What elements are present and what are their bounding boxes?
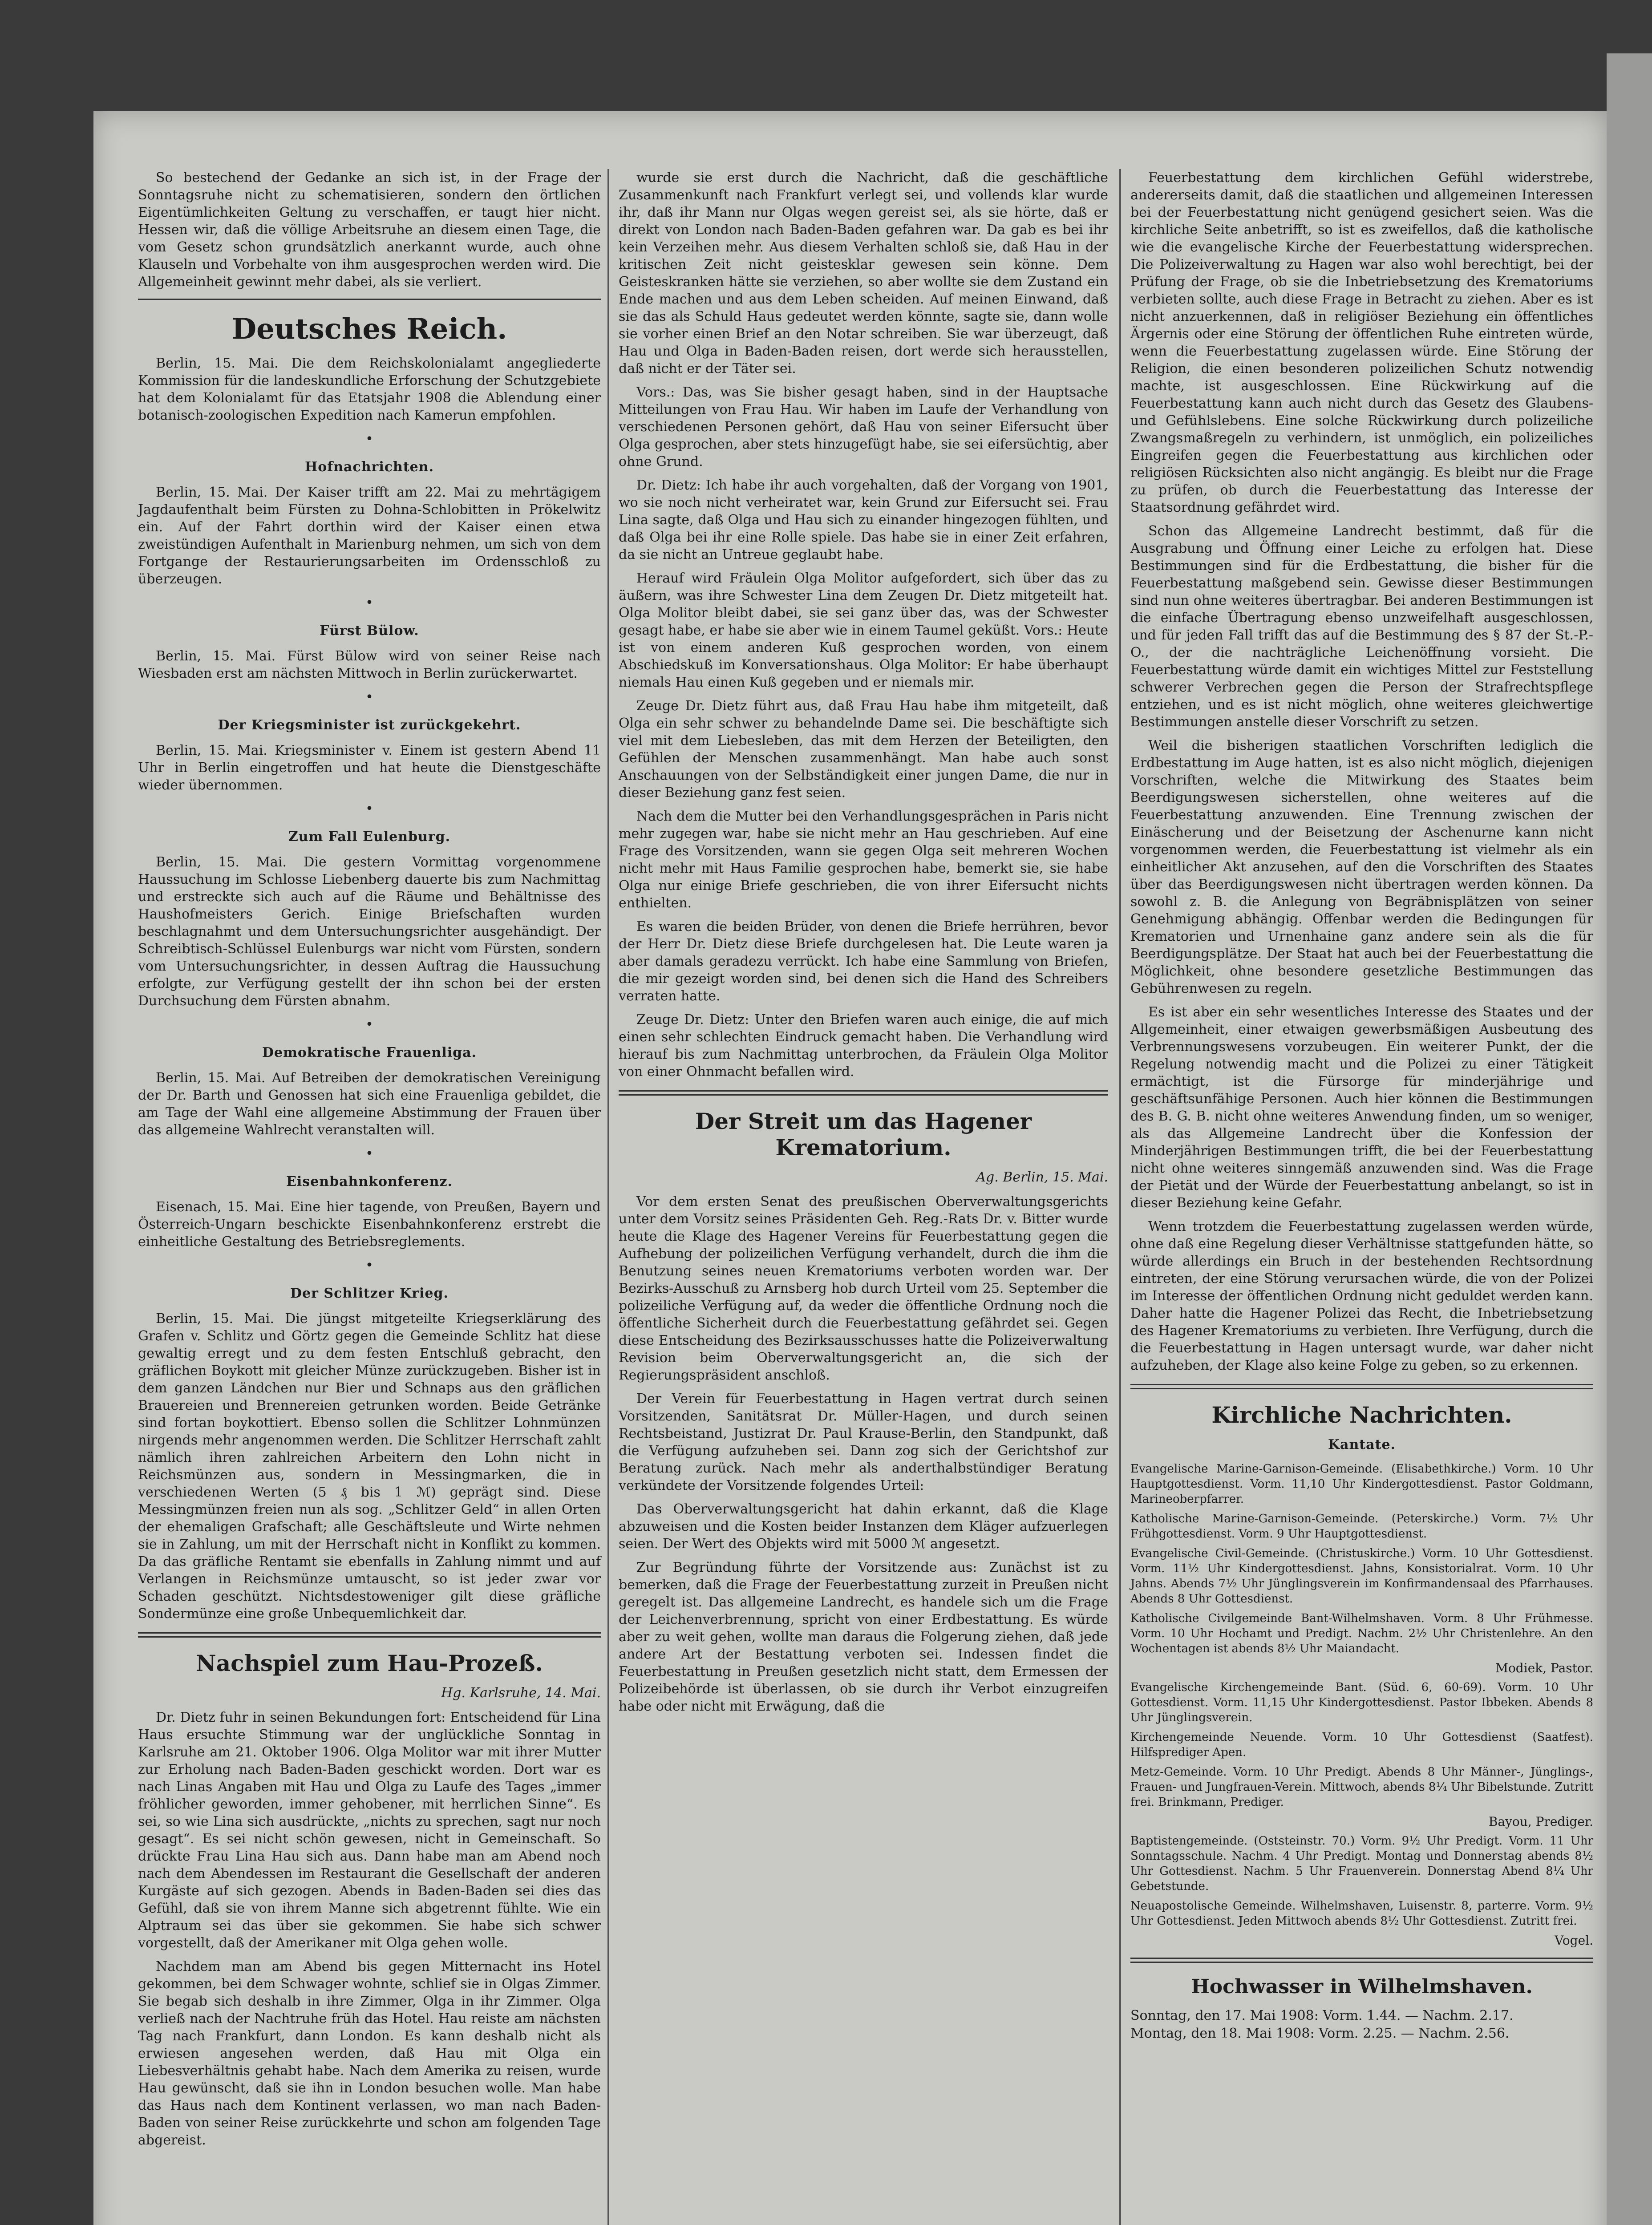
church-listing: Baptistengemeinde. (Oststeinstr. 70.) Vorm. 9½ Uhr Predigt. Vorm. 11 Uhr Sonntagsschule. Nachm. 4 Uhr Predigt. Montag und Donnerstag abends 8½ Uhr Gottesdienst. Nachm. 5 Uhr Frauenverein. Donnerstag Abend 8¼ Uhr Gebetstunde. <box>1130 1834 1593 1893</box>
article-paragraph: Wenn trotzdem die Feuerbestattung zugelassen werden würde, ohne daß eine Regelung dieser Verhältnisse stattgefunden hätte, so würde allerdings ein Bruch in der bestehenden Rechtsordnung eintreten, der eine Störung verursachen würde, die von der Polizei im Interesse der öffentlichen Ordnung nicht geduldet werden kann. Daher hatte die Hagener Polizei das Recht, die Inbetriebsetzung des Hagener Krematoriums zu verbieten. Ihre Verfügung, durch die die Feuerbestattung in Hagen untersagt wurde, war daher nicht aufzuheben, der Klage also keine Folge zu geben, so zu erkennen. <box>1130 1219 1593 1373</box>
separator-dot: • <box>365 431 373 447</box>
feature-title: Nachspiel zum Hau-Prozeß. <box>196 1650 543 1676</box>
news-heading: Fürst Bülow. <box>320 623 419 639</box>
section-divider <box>1130 1958 1593 1963</box>
intro-paragraph: So bestechend der Gedanke an sich ist, in der Frage der Sonntagsruhe nicht zu schematisieren, sondern den örtlichen Eigentümlichkeiten Geltung zu verschaffen, er taugt hier nicht. Hessen wir, daß die völlige Arbeitsruhe an diesem einen Tage, die vom Gesetz schon grundsätzlich anerkannt wurde, auch ohne Klauseln und Vorbehalte von ihm ausgesprochen werden wird. Die Allgemeinheit gewinnt mehr dabei, als sie verliert. <box>138 170 601 290</box>
feature-dateline: Hg. Karlsruhe, 14. Mai. <box>441 1685 601 1701</box>
column-3 <box>1130 169 1593 2043</box>
news-item: Berlin, 15. Mai. Auf Betreiben der demokratischen Vereinigung der Dr. Barth und Genossen hat sich eine Frauenliga gebildet, die am Tage der Wahl eine allgemeine Abstimmung der Frauen über das allgemeine Wahlrecht veranstalten will. <box>138 1070 601 1138</box>
feature-dateline: Ag. Berlin, 15. Mai. <box>976 1169 1108 1185</box>
church-listing: Evangelische Marine-Garnison-Gemeinde. (Elisabethkirche.) Vorm. 10 Uhr Hauptgottesdienst. Vorm. 11,10 Uhr Kindergottesdienst. Pastor Goldmann, Marineoberpfarrer. <box>1130 1462 1593 1506</box>
church-listing: Katholische Marine-Garnison-Gemeinde. (Peterskirche.) Vorm. 7½ Uhr Frühgottesdienst. Vorm. 9 Uhr Hauptgottesdienst. <box>1130 1512 1593 1541</box>
high-water-title: Hochwasser in Wilhelmshaven. <box>1191 1975 1533 1998</box>
news-heading: Der Schlitzer Krieg. <box>290 1286 449 1301</box>
feature-paragraph: Vor dem ersten Senat des preußischen Oberverwaltungsgerichts unter dem Vorsitz seines Präsidenten Geh. Reg.-Rats Dr. v. Bitter wurde heute die Klage des Hagener Vereins für Feuerbestattung gegen die Aufhebung der polizeilichen Verfügung verhandelt, durch die ihm die Benutzung seines neuen Krematoriums verboten worden war. Der Bezirks-Ausschuß zu Arnsberg hob durch Urteil vom 25. September die polizeiliche Verfügung auf, da weder die öffentliche Ordnung noch die öffentliche Sicherheit durch die Feuerbestattung gefährdet sei. Gegen diese Entscheidung des Bezirksausschusses hatte die Polizeiverwaltung Revision beim Oberverwaltungsgericht an, die sich der Regierungspräsident anschloß. <box>619 1194 1108 1383</box>
news-heading: Hofnachrichten. <box>304 459 434 475</box>
article-paragraph: Zeuge Dr. Dietz führt aus, daß Frau Hau habe ihm mitgeteilt, daß Olga ein sehr schwer zu behandelnde Dame sei. Die beschäftigte sich viel mit dem Liebesleben, das mit dem Herzen der Beteiligten, den Gefühlen der Menschen zusammenhängt. Man habe auch sonst Anschauungen von der Selbständigkeit einer jungen Dame, die nur in dieser Beziehung ganz fest seien. <box>619 698 1108 801</box>
church-signature: Modiek, Pastor. <box>1495 1661 1593 1675</box>
article-paragraph: Nach dem die Mutter bei den Verhandlungsgesprächen in Paris nicht mehr zugegen war, habe sie nicht mehr an Hau geschrieben. Auf eine Frage des Vorsitzenden, wann sie gegen Olga seit mehreren Wochen nicht mehr mit Haus Familie gesprochen habe, bemerkt sie, sie habe Olga nur einige Briefe geschrieben, die von ihrer Eifersucht nichts enthielten. <box>619 809 1108 911</box>
article-paragraph: Schon das Allgemeine Landrecht bestimmt, daß für die Ausgrabung und Öffnung einer Leiche zu erfolgen hat. Diese Bestimmungen sind für die Erdbestattung, die bisher für die Feuerbestattung maßgebend sein. Gewisse dieser Bestimmungen sind nun ohne weiteres übertragbar. Bei anderen Bestimmungen ist die einfache Übertragung ebenso unzweifelhaft ausgeschlossen, und für jeden Fall trifft das auf die Bestimmung des § 87 der St.-P.-O., der die nachträgliche Leichenöffnung vorsieht. Die Feuerbestattung würde damit ein wichtiges Mittel zur Feststellung schwerer Verbrechen gegen die Person der Strafrechtspflege entziehen, und es ist nicht möglich, ohne weiteres gleichwertige Bestimmungen anstelle dieser Vorschrift zu setzen. <box>1130 523 1593 730</box>
church-listing: Neuapostolische Gemeinde. Wilhelmshaven, Luisenstr. 8, parterre. Vorm. 9½ Uhr Gottesdienst. Jeden Mittwoch abends 8½ Uhr Gottesdienst. Zutritt frei. <box>1130 1899 1593 1928</box>
feature-paragraph: Dr. Dietz fuhr in seinen Bekundungen fort: Entscheidend für Lina Haus ersuchte Stimmung war der unglückliche Sonntag in Karlsruhe am 21. Oktober 1906. Olga Molitor war mit ihrer Mutter zur Erholung nach Baden-Baden geschickt worden. Dort war es nach Linas Angaben mit Hau und Olga zu Laufe des Tages „immer fröhlicher geworden, immer gehobener, mit herrlichen Sinne“. Es sei, so wie Lina sich ausdrückte, „nichts zu sprechen, sagt nur noch gesagt“. Es sei nicht schön gewesen, nicht in Gemeinschaft. So drückte Frau Lina Hau sich aus. Dann habe man am Abend noch nach dem Abendessen im Restaurant die Gesellschaft der anderen Kurgäste auf sich gezogen. Abends in Baden-Baden sei dies das Gefühl, daß sie von ihrem Manne sich abgetrennt fühlte. Wie ein Alptraum sei das über sie gekommen. Sie habe sich schwer vorgestellt, daß der Amerikaner mit Olga gehen wolle. <box>138 1710 601 1951</box>
separator-dot: • <box>365 595 373 611</box>
high-water-row: Sonntag, den 17. Mai 1908: Vorm. 1.44. — Nachm. 2.17. <box>1130 2008 1514 2023</box>
feature-paragraph: Das Oberverwaltungsgericht hat dahin erkannt, daß die Klage abzuweisen und die Kosten beider Instanzen dem Kläger aufzuerlegen seien. Der Wert des Objekts wird mit 5000 ℳ angesetzt. <box>619 1501 1108 1552</box>
news-heading: Eisenbahnkonferenz. <box>286 1174 453 1189</box>
column-rule <box>1119 169 1121 2225</box>
church-listing: Evangelische Civil-Gemeinde. (Christuskirche.) Vorm. 10 Uhr Gottesdienst. Vorm. 11½ Uhr Kindergottesdienst. Jahns, Konsistorialrat. Vorm. 10 Uhr Jahns. Abends 7½ Uhr Jünglingsverein im Konfirmandensaal des Pfarrhauses. Abends 8 Uhr Gottesdienst. <box>1130 1547 1593 1606</box>
column-1 <box>138 169 601 2155</box>
section-divider <box>619 1090 1108 1096</box>
church-listing: Metz-Gemeinde. Vorm. 10 Uhr Predigt. Abends 8 Uhr Männer-, Jünglings-, Frauen- und Jungfrauen-Verein. Mittwoch, abends 8¼ Uhr Bibelstunde. Zutritt frei. Brinkmann, Prediger. <box>1130 1765 1593 1809</box>
article-paragraph: Herauf wird Fräulein Olga Molitor aufgefordert, sich über das zu äußern, was ihre Schwester Lina dem Zeugen Dr. Dietz mitgeteilt hat. Olga Molitor bleibt dabei, sie sei ganz über das, was der Schwester gesagt habe, er habe sie aber wie in einem Taumel geküßt. Vors.: Heute ist von einem anderen Kuß gesprochen worden, von einem Abschiedskuß im Konversationshaus. Olga Molitor: Er habe überhaupt niemals Hau einen Kuß gegeben und er niemals mir. <box>619 570 1108 690</box>
news-item: Berlin, 15. Mai. Die dem Reichskolonialamt angegliederte Kommission für die landeskundliche Erforschung der Schutzgebiete hat dem Kolonialamt für das Etatsjahr 1908 die Ablendung einer botanisch-zoologischen Expedition nach Kamerun empfohlen. <box>138 356 601 423</box>
separator-dot: • <box>365 801 373 817</box>
column-2 <box>619 169 1108 1721</box>
church-signature: Vogel. <box>1555 1933 1593 1948</box>
article-paragraph: wurde sie erst durch die Nachricht, daß die geschäftliche Zusammenkunft nach Frankfurt verlegt sei, und vollends klar wurde ihr, daß ihr Mann nur Olgas wegen gereist sei, als sie hörte, daß er direkt von London nach Baden-Baden gefahren war. Da gab es bei ihr kein Verzeihen mehr. Aus diesem Verhalten schloß sie, daß Hau in der kritischen Zeit nicht geistesklar gewesen sein könne. Dem Geisteskranken hätte sie verziehen, so aber wollte sie dem Zustand ein Ende machen und aus dem Leben scheiden. Auf meinen Einwand, daß sie das als Schuld Haus gedeutet werden könnte, sagte sie, dann wolle sie vorher einen Brief an den Notar schreiben. Sie war überzeugt, daß Hau und Olga in Baden-Baden reisen, dort werde sich herausstellen, daß nicht er der Täter sei. <box>619 170 1108 376</box>
section-title: Deutsches Reich. <box>231 312 507 346</box>
news-item: Berlin, 15. Mai. Kriegsminister v. Einem ist gestern Abend 11 Uhr in Berlin eingetroffen und hat heute die Dienstgeschäfte wieder übernommen. <box>138 743 601 793</box>
feature-paragraph: Zur Begründung führte der Vorsitzende aus: Zunächst ist zu bemerken, daß die Frage der Feuerbestattung zurzeit in Preußen nicht geregelt ist. Das allgemeine Landrecht, es handele sich um die Frage der Leichenverbrennung, spricht von einer Erdbestattung. Es würde aber zu weit gehen, wollte man daraus die Folgerung ziehen, daß jede andere Art der Bestattung verboten sei. Indessen findet die Feuerbestattung in Preußen gesetzlich nicht statt, dem Ermessen der Polizeibehörde ist überlassen, ob sie durch ihr Verbot einzugreifen habe oder nicht mit Erwägung, daß die <box>619 1560 1108 1714</box>
feature-paragraph: Nachdem man am Abend bis gegen Mitternacht ins Hotel gekommen, bei dem Schwager wohnte, schlief sie in Olgas Zimmer. Sie begab sich deshalb in ihre Zimmer, Olga in ihr Zimmer. Olga verließ nach der Nachtruhe früh das Hotel. Hau reiste am nächsten Tag nach Frankfurt, dann London. Es kann deshalb nicht als erwiesen angesehen werden, daß Hau mit Olga ein Liebesverhältnis gehabt habe. Nach dem Amerika zu reisen, wurde Hau gewünscht, daß sie ihn in London besuchen wolle. Man habe das Haus nach dem Kontinent verlassen, wo man nach Baden-Baden von seiner Reise zurückkehrte und schon am folgenden Tage abgereist. <box>138 1959 601 2148</box>
adjacent-page-edge <box>1607 53 1652 2225</box>
high-water-row: Montag, den 18. Mai 1908: Vorm. 2.25. — Nachm. 2.56. <box>1130 2026 1510 2041</box>
article-paragraph: Weil die bisherigen staatlichen Vorschriften lediglich die Erdbestattung im Auge hatten, ist es also nicht möglich, diejenigen Vorschriften, welche die Mitwirkung des Staates beim Beerdigungswesen sicherstellen, ohne weiteres auf die Feuerbestattung anzuwenden. Eine Trennung zwischen der Einäscherung und der Beisetzung der Aschenurne kann nicht vorgenommen werden, die Feuerbestattung ist vielmehr als ein einheitlicher Akt anzusehen, auf den die Vorschriften des Staates über das Beerdigungswesen nicht übertragen werden können. Da sowohl z. B. die Anlegung von Begräbnisplätzen von seiner Genehmigung abhängig. Offenbar werden die Bedingungen für Krematorien und Urnenhaine ganz andere sein als die für Beerdigungsplätze. Der Staat hat auch bei der Feuerbestattung die Möglichkeit, ohne besondere gesetzliche Bestimmungen das Gebührenwesen zu regeln. <box>1130 738 1593 996</box>
feature-title: Der Streit um das Hagener Krematorium. <box>695 1108 1032 1161</box>
church-news-subtitle: Kantate. <box>1328 1437 1396 1452</box>
separator-dot: • <box>365 1017 373 1032</box>
church-listing: Katholische Civilgemeinde Bant-Wilhelmshaven. Vorm. 8 Uhr Frühmesse. Vorm. 10 Uhr Hochamt und Predigt. Nachm. 2½ Uhr Christenlehre. An den Wochentagen ist abends 8½ Uhr Maiandacht. <box>1130 1612 1593 1655</box>
news-item: Eisenach, 15. Mai. Eine hier tagende, von Preußen, Bayern und Österreich-Ungarn beschickte Eisenbahnkonferenz erstrebt die einheitliche Gestaltung des Betriebsreglements. <box>138 1199 601 1250</box>
church-signature: Bayou, Prediger. <box>1488 1814 1593 1829</box>
article-paragraph: Vors.: Das, was Sie bisher gesagt haben, sind in der Hauptsache Mitteilungen von Frau Hau. Wir haben im Laufe der Verhandlung von verschiedenen Personen gehört, daß Hau von seiner Eifersucht über Olga gesprochen, aber stets hinzugefügt habe, sie sei eifersüchtig, aber ohne Grund. <box>619 384 1108 469</box>
article-paragraph: Es waren die beiden Brüder, von denen die Briefe herrühren, bevor der Herr Dr. Dietz diese Briefe durchgelesen hat. Die Leute waren ja aber damals geradezu verrückt. Ich habe eine Sammlung von Briefen, die mir gezeigt worden sind, bei denen sich die Hand des Schreibers verraten hatte. <box>619 919 1108 1004</box>
article-paragraph: Dr. Dietz: Ich habe ihr auch vorgehalten, daß der Vorgang von 1901, wo sie noch nicht verheiratet war, kein Grund zur Eifersucht sei. Frau Lina sagte, daß Olga und Hau sich zu einander hingezogen fühlten, und daß Olga bei ihr eine Rolle spiele. Das habe sie in einer Zeit erfahren, da sie nicht an Untreue geglaubt habe. <box>619 477 1108 562</box>
feature-paragraph: Der Verein für Feuerbestattung in Hagen vertrat durch seinen Vorsitzenden, Sanitätsrat Dr. Müller-Hagen, und durch seinen Rechtsbeistand, Justizrat Dr. Paul Krause-Berlin, den Standpunkt, daß die Verfügung aufzuheben sei. Dann zog sich der Gerichtshof zur Beratung zurück. Nach mehr als anderthalbstündiger Beratung verkündete der Vorsitzende folgendes Urteil: <box>619 1391 1108 1493</box>
article-paragraph: Es ist aber ein sehr wesentliches Interesse des Staates und der Allgemeinheit, einer etwaigen gewerbsmäßigen Ausbeutung des Verbrennungswesens vorzubeugen. Ein weiterer Punkt, der die Regelung notwendig macht und die Polizei zu einer Tätigkeit ermächtigt, ist die Fürsorge für minderjährige und geschäftsunfähige Personen. Auch hier können die Bestimmungen des B. G. B. nicht ohne weiteres Anwendung finden, um so weniger, als das Allgemeine Landrecht über die Konfession der Minderjährigen Bestimmungen trifft, die bei der Feuerbestattung nicht ohne weiteres sinngemäß anzuwenden sind. Was die Frage der Pietät und der Würde der Feuerbestattung anbelangt, so ist in dieser Beziehung keine Gefahr. <box>1130 1004 1593 1211</box>
news-item: Berlin, 15. Mai. Die gestern Vormittag vorgenommene Haussuchung im Schlosse Liebenberg dauerte bis zum Nachmittag und erstreckte sich auch auf die Räume und Behältnisse des Haushofmeisters Gerich. Einige Briefschaften wurden beschlagnahmt und dem Untersuchungsrichter ausgehändigt. Der Schreibtisch-Schlüssel Eulenburgs war nicht vom Fürsten, sondern vom Untersuchungsrichter, in dessen Auftrag die Haussuchung erfolgte, zur Verfügung gestellt der ihn schon bei der ersten Durchsuchung dem Fürsten abnahm. <box>138 854 601 1009</box>
separator-dot: • <box>365 1258 373 1273</box>
separator-dot: • <box>365 689 373 705</box>
section-divider <box>1130 1384 1593 1389</box>
news-item: Berlin, 15. Mai. Fürst Bülow wird von seiner Reise nach Wiesbaden erst am nächsten Mittwoch in Berlin zurückerwartet. <box>138 648 601 681</box>
article-paragraph: Feuerbestattung dem kirchlichen Gefühl widerstrebe, andererseits damit, daß die staatlichen und allgemeinen Interessen bei der Feuerbestattung nicht genügend gesichert seien. Was die kirchliche Seite anbetrifft, so ist es zweifellos, daß die katholische wie die evangelische Kirche der Feuerbestattung widersprechen. Die Polizeiverwaltung zu Hagen war also wohl berechtigt, bei der Prüfung der Frage, ob sie die Inbetriebsetzung des Krematoriums verbieten sollte, auch diese Frage in Betracht zu ziehen. Aber es ist nicht anzuerkennen, daß in religiöser Beziehung ein öffentliches Ärgernis oder eine Störung der öffentlichen Ruhe eintreten würde, wenn die Feuerbestattung zugelassen würde. Eine Störung der Religion, die einen besonderen polizeilichen Schutz notwendig machte, ist ausgeschlossen. Eine Rückwirkung auf die Feuerbestattung kann auch nicht durch das Gesetz des Glaubens- und Gefühlslebens. Eine solche Rückwirkung durch polizeiliche Zwangsmaßregeln zu verhindern, ist unmöglich, ein polizeiliches Eingreifen gegen die Feuerbestattung aus kirchlichen oder religiösen Rücksichten also nicht angängig. Es bleibt nur die Frage zu prüfen, ob durch die Feuerbestattung das Interesse der Staatsordnung gefährdet wird. <box>1130 170 1593 515</box>
section-divider <box>138 299 601 300</box>
church-listing: Evangelische Kirchengemeinde Bant. (Süd. 6, 60-69). Vorm. 10 Uhr Gottesdienst. Vorm. 11,15 Uhr Kindergottesdienst. Pastor Ibbeken. Abends 8 Uhr Jünglingsverein. <box>1130 1681 1593 1724</box>
news-heading: Der Kriegsminister ist zurückgekehrt. <box>218 717 521 733</box>
news-heading: Demokratische Frauenliga. <box>262 1045 477 1060</box>
news-item: Berlin, 15. Mai. Der Kaiser trifft am 22. Mai zu mehrtägigem Jagdaufenthalt beim Fürsten zu Dohna-Schlobitten in Prökelwitz ein. Auf der Fahrt dorthin wird der Kaiser einen etwa zweistündigen Aufenthalt in Marienburg nehmen, um sich von dem Fortgange der Restaurierungsarbeiten im Ordensschloß zu überzeugen. <box>138 485 601 587</box>
news-heading: Zum Fall Eulenburg. <box>288 829 451 845</box>
news-item: Berlin, 15. Mai. Die jüngst mitgeteilte Kriegserklärung des Grafen v. Schlitz und Görtz gegen die Gemeinde Schlitz hat diese gewaltig erregt und zu dem festen Entschluß gebracht, den gräflichen Boykott mit gleicher Münze zurückzugeben. Bisher ist in dem ganzen Ländchen nur Bier und Schnaps aus den gräflichen Brauereien und Brennereien getrunken worden. Beide Getränke sind fortan boykottiert. Ebenso sollen die Schlitzer Lohnmünzen nirgends mehr angenommen werden. Die Schlitzer Herrschaft zahlt nämlich ihren zahlreichen Arbeitern den Lohn nicht in Reichsmünzen aus, sondern in Messingmarken, die in verschiedenen Werten (5 ₰ bis 1 ℳ) geprägt sind. Diese Messingmünzen freien nun als sog. „Schlitzer Geld“ in allen Orten der ehemaligen Grafschaft; alle Geschäftsleute und Wirte nehmen sie in Zahlung, um mit der Herrschaft nicht in Konflikt zu kommen. Da das gräfliche Rentamt sie ebenfalls in Zahlung nimmt und auf Verlangen in Reichsmünze umtauscht, so ist jeder zwar vor Schaden geschützt. Nichtsdestoweniger gilt diese gräfliche Sondermünze eine große Unbequemlichkeit dar. <box>138 1311 601 1622</box>
column-rule <box>607 169 609 2225</box>
church-news-title: Kirchliche Nachrichten. <box>1211 1402 1512 1428</box>
section-divider <box>138 1632 601 1638</box>
separator-dot: • <box>365 1146 373 1161</box>
article-paragraph: Zeuge Dr. Dietz: Unter den Briefen waren auch einige, die auf mich einen sehr schlechten Eindruck gemacht haben. Die Verhandlung wird hierauf bis zum Nachmittag unterbrochen, da Fräulein Olga Molitor von einer Ohnmacht befallen wird. <box>619 1012 1108 1080</box>
church-listing: Kirchengemeinde Neuende. Vorm. 10 Uhr Gottesdienst (Saatfest). Hilfsprediger Apen. <box>1130 1731 1593 1759</box>
